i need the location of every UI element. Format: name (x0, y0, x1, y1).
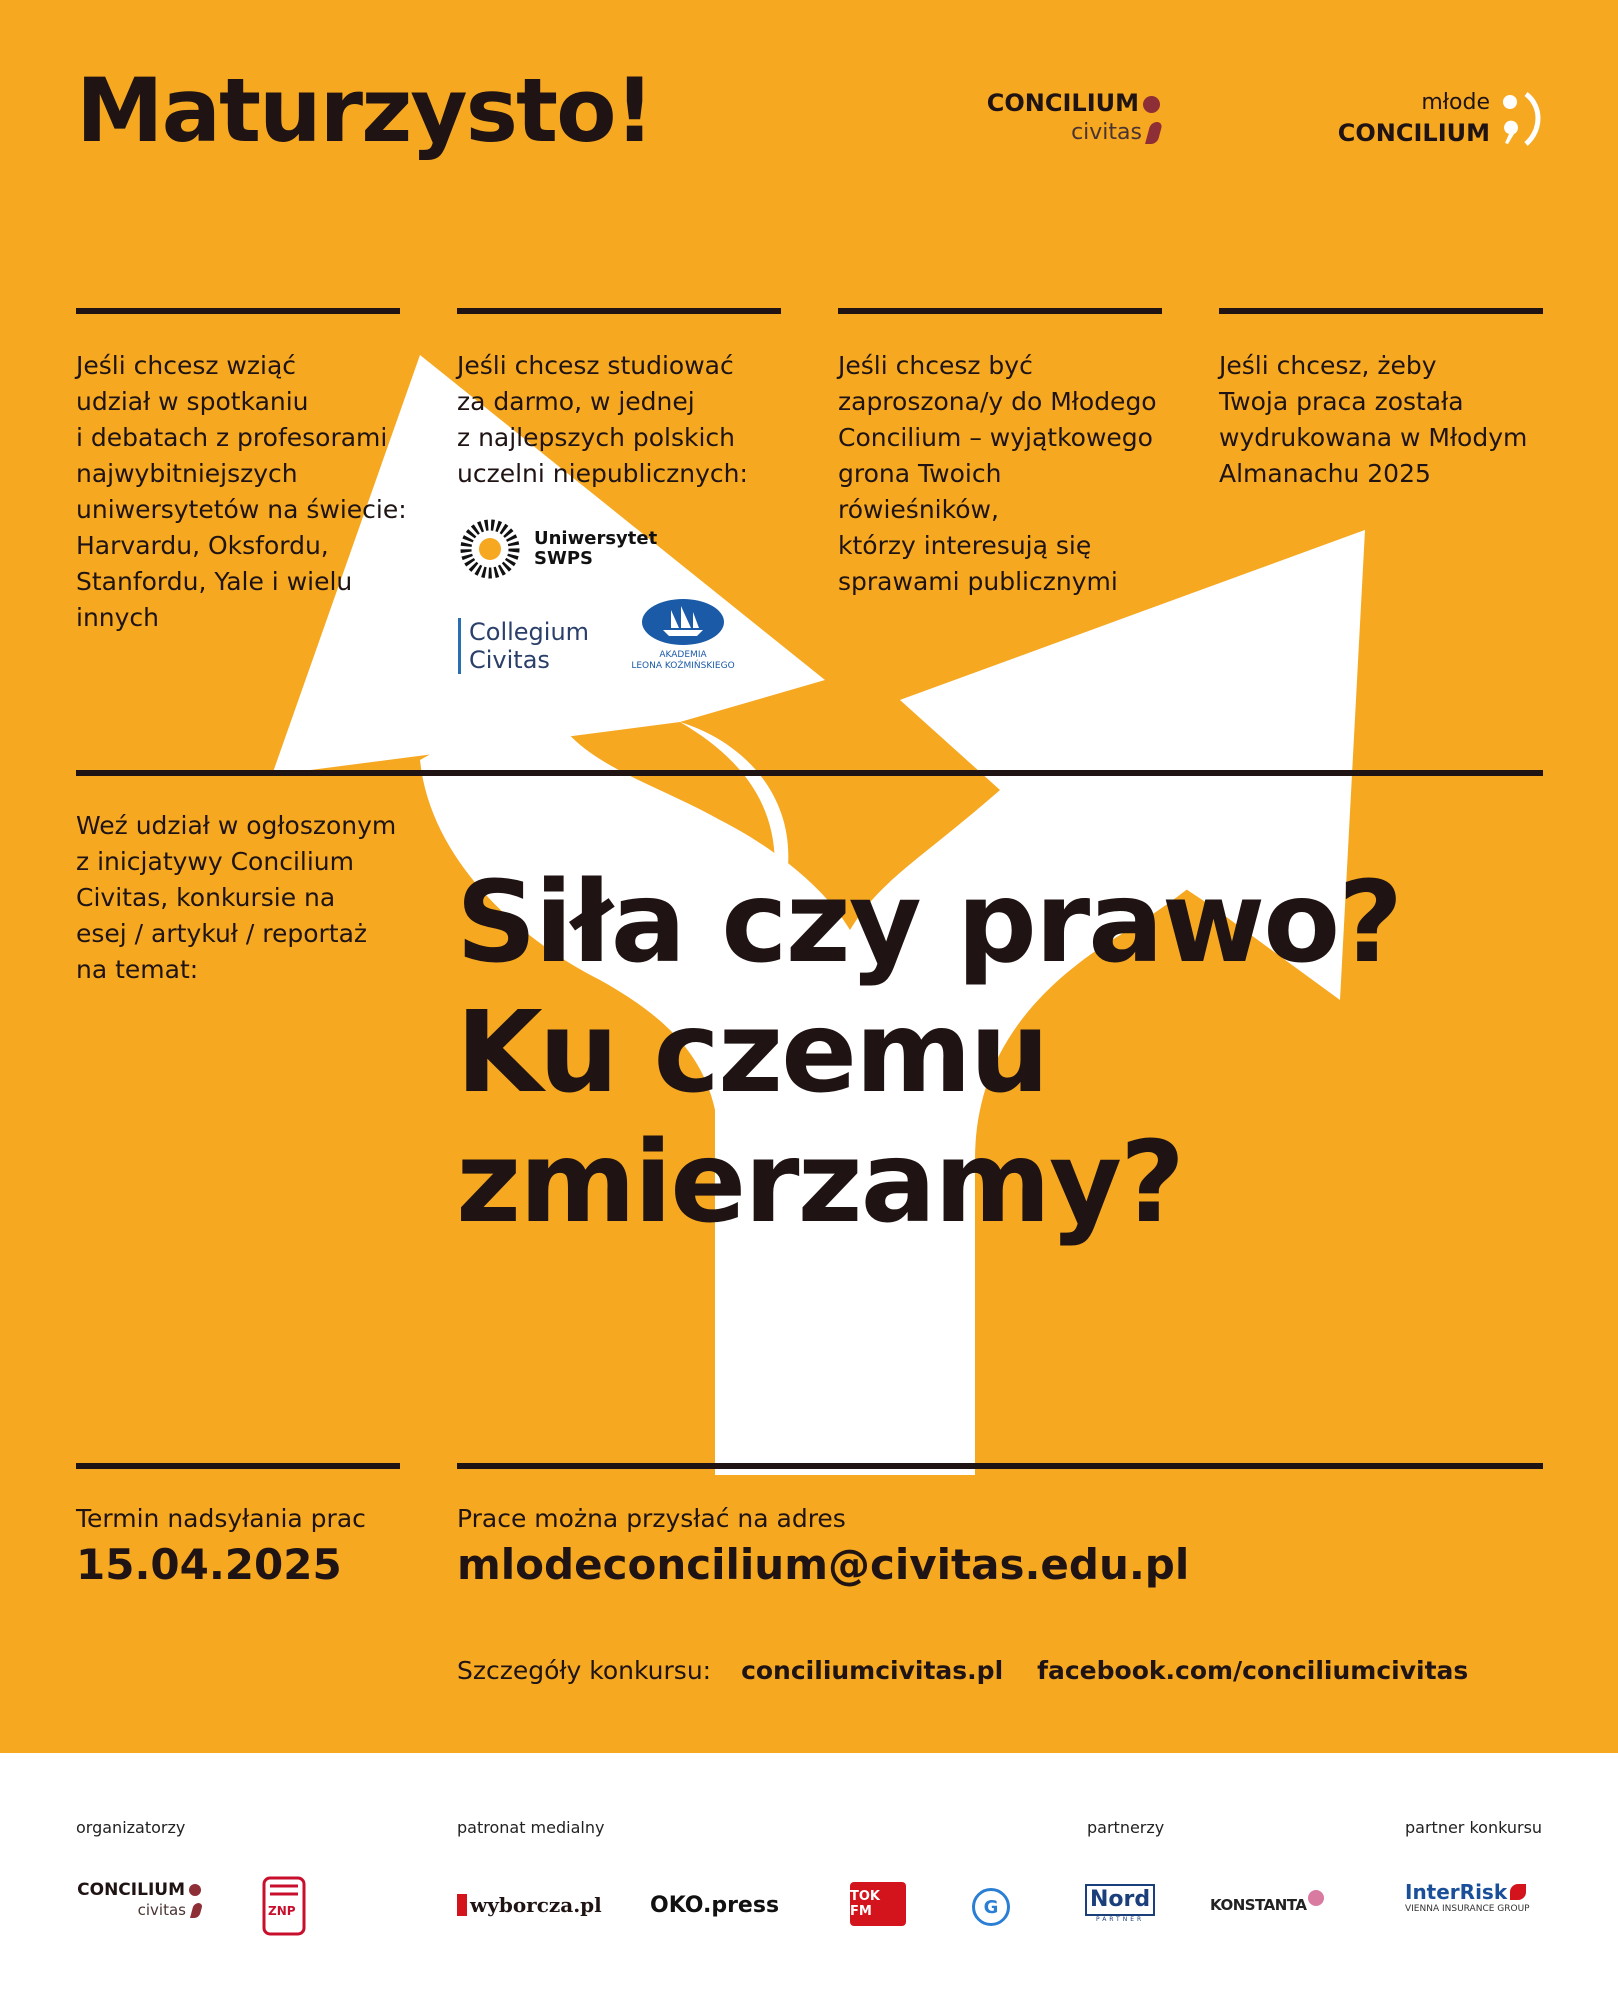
column-rule-1 (76, 308, 400, 314)
footer-logo-dot-icon (189, 1884, 201, 1896)
bottom-rule-right (457, 1463, 1543, 1469)
konstanta-pink-circle-icon (1308, 1890, 1324, 1906)
interrisk-logo-subtext: VIENNA INSURANCE GROUP (1405, 1904, 1530, 1914)
logo-dot-icon (1143, 96, 1160, 113)
akademia-kozminskiego-logo[interactable] (618, 598, 748, 672)
konstanta-logo-text: KONSTANTA (1210, 1896, 1307, 1914)
akademia-logo-line1: AKADEMIA (659, 650, 707, 660)
footer-contest-partner-label: partner konkursu (1405, 1818, 1543, 1837)
details-site-link[interactable]: conciliumcivitas.pl (741, 1656, 1004, 1685)
bottom-rule-left (76, 1463, 400, 1469)
page-title: Maturzysto! (76, 59, 653, 162)
mlode-logo-line1: młode (1421, 90, 1490, 115)
column-text-4: Jeśli chcesz, żeby Twoja praca została wydrukowana w Młodym Almanachu 2025 (1219, 351, 1528, 488)
contest-intro-text: Weź udział w ogłoszonym z inicjatywy Concilium Civitas, konkursie na esej / artykuł / reportaż na temat: (76, 811, 397, 984)
nord-logo-text: Nord (1085, 1884, 1155, 1916)
tokfm-logo-text: TOK FM (850, 1889, 880, 1919)
mlode-logo-line2: CONCILIUM (1337, 119, 1490, 147)
konstanta-logo[interactable] (1210, 1890, 1324, 1920)
footer-media-label: patronat medialny (457, 1818, 605, 1837)
swps-circle-icon (456, 515, 524, 583)
column-text-3: Jeśli chcesz być zaproszona/y do Młodego Concilium – wyjątkowego grona Twoich rówieśników, którzy interesują się sprawami publicznymi (838, 351, 1157, 596)
contest-topic-heading: Siła czy prawo? Ku czemu zmierzamy? (456, 858, 1402, 1248)
wyborcza-red-mark-icon (457, 1894, 467, 1916)
swps-logo[interactable] (456, 515, 657, 583)
wyborcza-logo-text: wyborcza.pl (470, 1893, 602, 1917)
swps-logo-line2: SWPS (534, 548, 593, 569)
column-rule-3 (838, 308, 1162, 314)
collegium-logo-line2: Civitas (469, 646, 550, 674)
mlode-concilium-logo[interactable] (1300, 88, 1546, 148)
akademia-logo-line2: LEONA KOŹMIŃSKIEGO (631, 661, 735, 671)
interrisk-flower-icon (1510, 1884, 1526, 1900)
interrisk-logo-text: InterRisk (1405, 1880, 1508, 1904)
footer-organizers-label: organizatorzy (76, 1818, 186, 1837)
concilium-logo-line2: civitas (1071, 120, 1142, 145)
wyborcza-logo[interactable] (457, 1890, 602, 1920)
middle-rule (76, 770, 1543, 776)
submission-label: Prace można przysłać na adres (457, 1504, 846, 1533)
deadline-label: Termin nadsyłania prac (76, 1504, 366, 1533)
column-rule-4 (1219, 308, 1543, 314)
okopress-logo-text: OKO.press (650, 1892, 780, 1918)
footer-concilium-line2: civitas (137, 1901, 186, 1919)
footer-partners-label: partnerzy (1087, 1818, 1165, 1837)
concilium-logo-line1: CONCILIUM (986, 89, 1139, 117)
details-row (457, 1656, 1468, 1685)
deadline-date: 15.04.2025 (76, 1540, 342, 1589)
details-facebook-link[interactable]: facebook.com/conciliumcivitas (1037, 1656, 1469, 1685)
column-text-1: Jeśli chcesz wziąć udział w spotkaniu i debatach z profesorami najwybitniejszych uniwersytetów na świecie: Harvardu, Oksfordu, Stanfordu, Yale i wielu innych (76, 351, 407, 632)
interrisk-logo[interactable] (1405, 1880, 1530, 1914)
semicolon-smile-icon (1500, 88, 1546, 148)
footer-logo-comma-icon (190, 1903, 203, 1918)
znp-logo[interactable] (262, 1876, 306, 1936)
nord-logo-subtext: PARTNER (1095, 1916, 1145, 1923)
footer-concilium-line1: CONCILIUM (77, 1880, 185, 1900)
footer-concilium-logo[interactable] (76, 1880, 201, 1920)
g-logo[interactable] (972, 1888, 1010, 1926)
okopress-logo[interactable] (650, 1890, 779, 1920)
swps-logo-line1: Uniwersytet (534, 528, 658, 549)
collegium-logo-line1: Collegium (469, 618, 590, 646)
collegium-civitas-logo[interactable] (458, 618, 589, 674)
column-text-2: Jeśli chcesz studiować za darmo, w jednej z najlepszych polskich uczelni niepublicznych: (457, 351, 748, 488)
column-rule-2 (457, 308, 781, 314)
g-logo-text: G (983, 1896, 999, 1918)
ship-emblem-icon (641, 598, 725, 646)
znp-logo-text: ZNP (268, 1904, 296, 1918)
tokfm-logo[interactable] (850, 1882, 906, 1926)
concilium-civitas-logo[interactable] (960, 88, 1160, 148)
submission-email-link[interactable]: mlodeconcilium@civitas.edu.pl (457, 1540, 1190, 1589)
details-label: Szczegóły konkursu: (457, 1656, 712, 1685)
nord-partner-logo[interactable] (1085, 1884, 1155, 1923)
